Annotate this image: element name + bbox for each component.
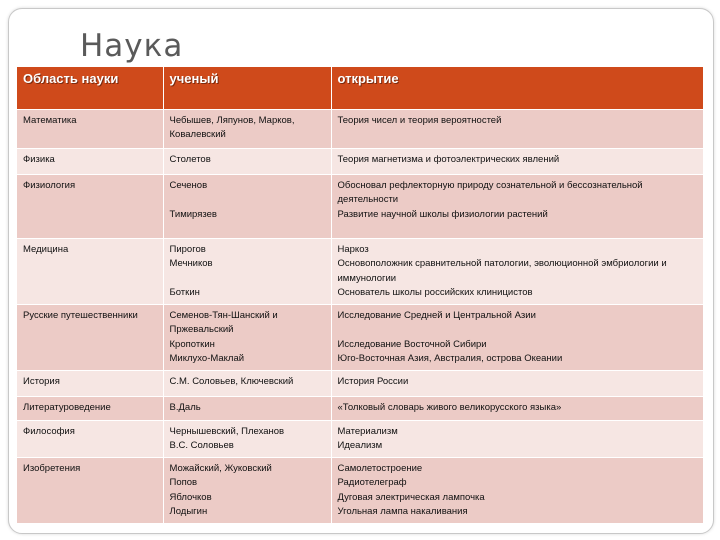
- discovery-line: Угольная лампа накаливания: [337, 506, 468, 517]
- scientist-line: Пржевальский: [169, 324, 234, 335]
- header-field: Область науки: [17, 67, 163, 109]
- discovery-cell: [331, 148, 703, 174]
- discovery-line: Обосновал рефлекторную природу сознательной и бессознательной: [337, 179, 643, 191]
- scientist-line: Семенов-Тян-Шанский и: [169, 309, 278, 321]
- discovery-line: «Толковый словарь живого великорусского языка»: [337, 401, 562, 413]
- discovery-line: Теория магнетизма и фотоэлектрических явлений: [337, 153, 560, 165]
- slide-title: Наука: [80, 28, 184, 64]
- blank-line: [170, 272, 325, 287]
- field-cell: Медицина: [17, 238, 163, 304]
- discovery-line: История России: [337, 375, 409, 387]
- discovery-line: Исследование Средней и Центральной Азии: [337, 309, 536, 321]
- discovery-line: Радиотелеграф: [337, 477, 407, 488]
- discovery-line: Теория чисел и теория вероятностей: [337, 114, 502, 126]
- field-cell: Русские путешественники: [17, 304, 163, 370]
- scientist-line: Столетов: [169, 153, 211, 165]
- table-row: [17, 457, 703, 523]
- scientist-line: Сеченов: [169, 179, 208, 191]
- blank-line: [170, 193, 325, 208]
- scientist-line: Можайский, Жуковский: [169, 462, 272, 474]
- header-scientist: ученый: [163, 67, 331, 109]
- blank-line: [338, 323, 698, 338]
- table-row: [17, 148, 703, 174]
- field-cell: Изобретения: [17, 457, 163, 523]
- scientist-line: Мечников: [169, 258, 213, 269]
- discovery-cell: [331, 304, 703, 370]
- discovery-cell: [331, 238, 703, 304]
- scientist-cell: [163, 148, 331, 174]
- field-cell: История: [17, 370, 163, 396]
- discovery-line: Материализм: [337, 425, 398, 437]
- field-cell: Философия: [17, 420, 163, 457]
- discovery-line: иммунологии: [337, 272, 397, 284]
- scientist-line: Кропоткин: [169, 338, 215, 350]
- scientist-line: С.М. Соловьев, Ключевский: [169, 375, 294, 387]
- header-discovery: открытие: [331, 67, 703, 109]
- scientist-line: Миклухо-Маклай: [169, 353, 245, 364]
- discovery-line: Идеализм: [337, 440, 383, 451]
- scientist-line: Чебышев, Ляпунов, Марков,: [169, 114, 295, 126]
- discovery-line: Основатель школы российских клиницистов: [337, 287, 533, 298]
- field-cell: Физика: [17, 148, 163, 174]
- discovery-line: деятельности: [337, 194, 399, 205]
- discovery-cell: [331, 396, 703, 420]
- scientist-cell: [163, 304, 331, 370]
- science-table: [17, 67, 703, 523]
- scientist-line: Тимирязев: [169, 208, 217, 220]
- table-body: [17, 109, 703, 523]
- discovery-line: Наркоз: [337, 243, 369, 255]
- discovery-cell: [331, 370, 703, 396]
- discovery-line: Самолетостроение: [337, 462, 423, 474]
- scientist-cell: [163, 420, 331, 457]
- scientist-cell: [163, 457, 331, 523]
- scientist-line: Ковалевский: [169, 129, 226, 140]
- field-cell: Физиология: [17, 174, 163, 238]
- scientist-line: В.Даль: [169, 401, 201, 413]
- scientist-cell: [163, 238, 331, 304]
- scientist-line: Боткин: [169, 287, 200, 298]
- discovery-cell: [331, 109, 703, 148]
- scientist-line: Пирогов: [169, 243, 206, 255]
- scientist-line: Попов: [169, 477, 198, 488]
- discovery-line: Исследование Восточной Сибири: [337, 338, 487, 350]
- field-cell: Математика: [17, 109, 163, 148]
- scientist-line: Яблочков: [169, 491, 212, 503]
- table-row: [17, 238, 703, 304]
- scientist-cell: [163, 174, 331, 238]
- table-row: [17, 109, 703, 148]
- discovery-cell: [331, 420, 703, 457]
- table-header-row: [17, 67, 703, 109]
- table-row: [17, 420, 703, 457]
- field-cell: Литературоведение: [17, 396, 163, 420]
- discovery-cell: [331, 457, 703, 523]
- scientist-cell: [163, 396, 331, 420]
- scientist-cell: [163, 370, 331, 396]
- table-row: [17, 304, 703, 370]
- table-row: [17, 370, 703, 396]
- table-row: [17, 174, 703, 238]
- discovery-line: Развитие научной школы физиологии растений: [337, 208, 548, 220]
- discovery-line: Дуговая электрическая лампочка: [337, 491, 485, 503]
- discovery-line: Юго-Восточная Азия, Австралия, острова Океании: [337, 353, 563, 364]
- scientist-line: Чернышевский, Плеханов: [169, 425, 285, 437]
- scientist-line: Лодыгин: [169, 506, 208, 517]
- discovery-cell: [331, 174, 703, 238]
- table-row: [17, 396, 703, 420]
- scientist-cell: [163, 109, 331, 148]
- discovery-line: Основоположник сравнительной патологии, эволюционной эмбриологии и: [337, 258, 667, 269]
- scientist-line: В.С. Соловьев: [169, 440, 234, 451]
